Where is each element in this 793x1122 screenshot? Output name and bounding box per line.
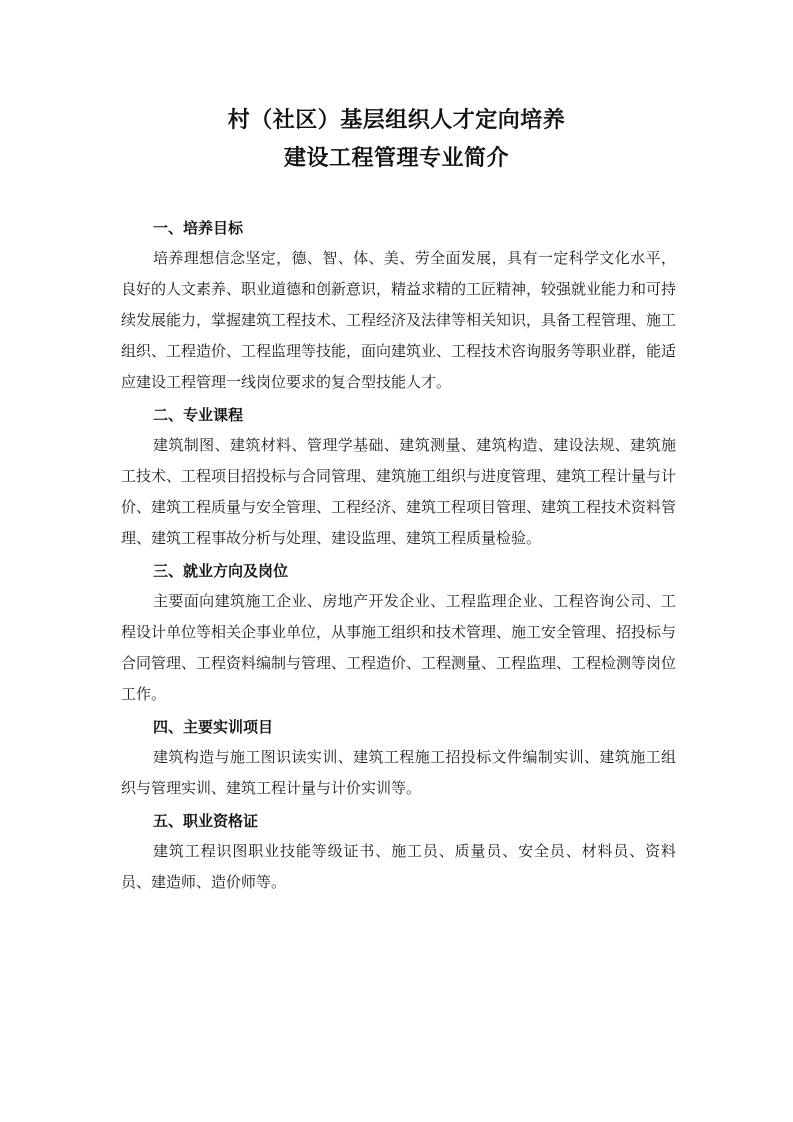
section-paragraph: 主要面向建筑施工企业、房地产开发企业、工程监理企业、工程咨询公司、工程设计单位等相关企事业单位，从事施工组织和技术管理、施工安全管理、招投标与合同管理、工程资料编制与管理、工程造价、工程测量、工程监理、工程检测等岗位工作。 — [121, 592, 677, 703]
section-certificates — [121, 806, 676, 898]
section-heading: 二、专业课程 — [153, 406, 244, 424]
section-employment — [121, 556, 676, 710]
document-title-line-1: 村（社区）基层组织人才定向培养 — [227, 108, 566, 133]
section-training-projects — [121, 712, 676, 804]
section-paragraph: 建筑构造与施工图识读实训、建筑工程施工招投标文件编制实训、建筑施工组织与管理实训、建筑工程计量与计价实训等。 — [121, 748, 676, 797]
section-heading: 四、主要实训项目 — [153, 718, 274, 736]
section-paragraph: 建筑制图、建筑材料、管理学基础、建筑测量、建筑构造、建设法规、建筑施工技术、工程项目招投标与合同管理、建筑施工组织与进度管理、建筑工程计量与计价、建筑工程质量与安全管理、工程经济、建筑工程项目管理、建筑工程技术资料管理、建筑工程事故分析与处理、建设监理、建筑工程质量检验。 — [121, 436, 677, 547]
section-training-goals — [121, 213, 676, 398]
document-title-line-2: 建设工程管理专业简介 — [283, 146, 509, 171]
section-heading: 一、培养目标 — [153, 219, 244, 237]
section-courses — [121, 400, 676, 554]
section-paragraph: 建筑工程识图职业技能等级证书、施工员、质量员、安全员、材料员、资料员、建造师、造价师等。 — [121, 842, 676, 891]
section-paragraph: 培养理想信念坚定，德、智、体、美、劳全面发展，具有一定科学文化水平，良好的人文素养、职业道德和创新意识，精益求精的工匠精神，较强就业能力和可持续发展能力，掌握建筑工程技术、工程经济及法律等相关知识，具备工程管理、施工组织、工程造价、工程监理等技能，面向建筑业、工程技术咨询服务等职业群，能适应建设工程管理一线岗位要求的复合型技能人才。 — [121, 249, 677, 391]
section-heading: 五、职业资格证 — [153, 812, 259, 830]
document-body — [121, 213, 676, 900]
section-heading: 三、就业方向及岗位 — [153, 562, 289, 580]
